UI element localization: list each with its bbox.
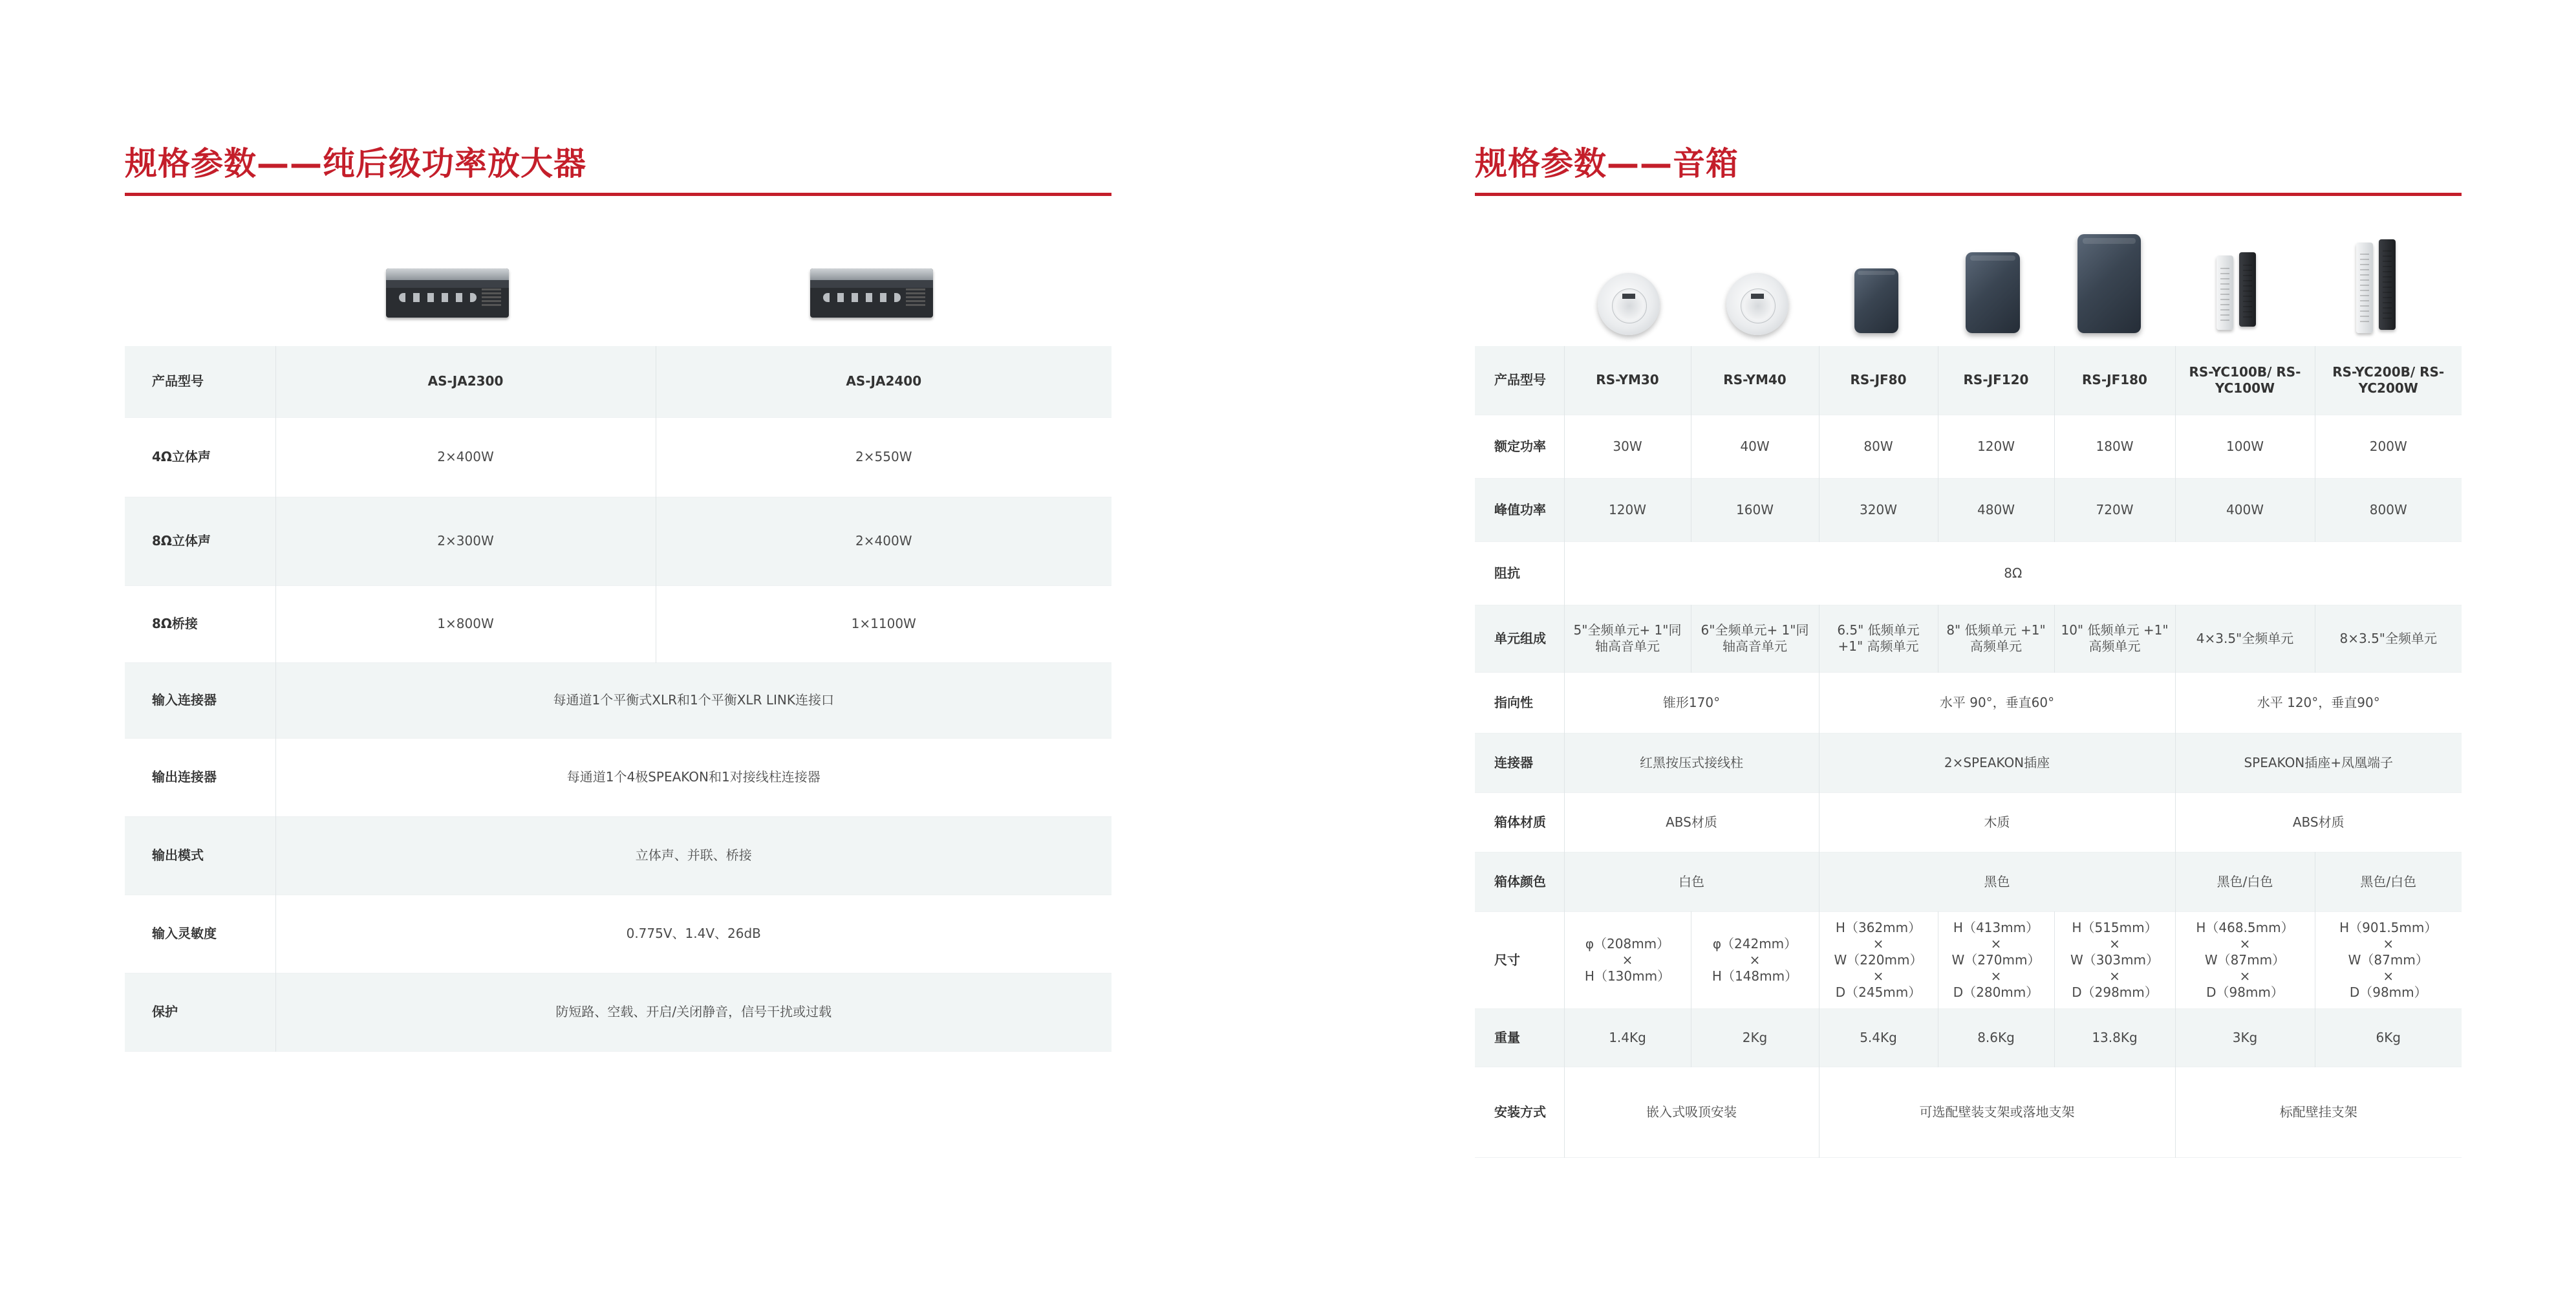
cell-value: 6Kg [2315, 1008, 2462, 1067]
size-cell: φ（242mm） × H（148mm） [1691, 911, 1819, 1008]
cell-value: 白色 [1564, 852, 1819, 911]
cell-value: 6.5" 低频单元 +1" 高频单元 [1819, 605, 1938, 672]
cell-value: 木质 [1819, 792, 2175, 852]
row-label: 产品型号 [125, 346, 275, 417]
amplifier-spec-table [125, 346, 1111, 1052]
table-row [125, 816, 1111, 895]
speaker-spec-table [1475, 346, 2462, 1158]
row-label: 保护 [125, 973, 275, 1051]
cell-value: 160W [1691, 478, 1819, 541]
table-row [125, 585, 1111, 662]
table-row [125, 417, 1111, 497]
cell-value: 30W [1564, 415, 1691, 478]
cell-value: 320W [1819, 478, 1938, 541]
speaker-image-row [1475, 220, 2462, 336]
cell-value: 红黑按压式接线柱 [1564, 733, 1819, 792]
cell-value: ABS材质 [2292, 814, 2345, 830]
table-row [1475, 672, 2462, 733]
column-speaker-yc200b-image [2379, 239, 2396, 330]
model-name: RS-YC100B/ RS-YC100W [2175, 346, 2315, 415]
model-name: RS-JF180 [2054, 346, 2175, 415]
cell-value: 4×3.5"全频单元 [2175, 605, 2315, 672]
ceiling-speaker-ym30-image [1598, 273, 1660, 335]
cell-value: 8Ω [2004, 565, 2023, 581]
row-label: 安装方式 [1475, 1067, 1564, 1157]
title-divider [1475, 193, 2462, 196]
cell-value: 2Kg [1691, 1008, 1819, 1067]
table-row [125, 738, 1111, 816]
cabinet-speaker-jf180-image [2077, 234, 2141, 333]
table-row [1475, 415, 2462, 478]
model-name: RS-YC200B/ RS-YC200W [2315, 346, 2462, 415]
size-cell: H（515mm） × W（303mm） × D（298mm） [2054, 911, 2175, 1008]
cell-value: 200W [2369, 438, 2407, 454]
size-cell: H（468.5mm） × W（87mm） × D（98mm） [2175, 911, 2315, 1008]
row-label: 峰值功率 [1475, 478, 1564, 541]
cell-value: 8×3.5"全频单元 [2315, 605, 2462, 672]
ceiling-speaker-ym40-image [1726, 273, 1788, 335]
size-cell: H（901.5mm） × W（87mm） × D（98mm） [2339, 919, 2438, 1000]
table-row [125, 497, 1111, 585]
cell-value: 每通道1个4极SPEAKON和1对接线柱连接器 [566, 769, 821, 785]
model-name: AS-JA2400 [656, 346, 1111, 417]
cell-value: 8" 低频单元 +1" 高频单元 [1938, 605, 2054, 672]
table-row [1475, 792, 2462, 852]
cell-value: SPEAKON插座+凤凰端子 [2175, 733, 2462, 792]
cell-value: 10" 低频单元 +1" 高频单元 [2054, 605, 2175, 672]
table-row [1475, 852, 2462, 911]
cell-value: 嵌入式吸顶安装 [1564, 1067, 1819, 1157]
model-name: RS-JF120 [1938, 346, 2054, 415]
cell-value: 3Kg [2175, 1008, 2315, 1067]
cell-value: 6"全频单元+ 1"同轴高音单元 [1691, 605, 1819, 672]
column-speaker-yc100w-image [2216, 255, 2233, 330]
cell-value: ABS材质 [1564, 792, 1819, 852]
cell-value: 720W [2054, 478, 2175, 541]
row-label: 重量 [1475, 1008, 1564, 1067]
cell-value: 0.775V、1.4V、26dB [626, 926, 761, 941]
table-row [125, 895, 1111, 973]
table-row [1475, 1008, 2462, 1067]
cell-value: 黑色 [1819, 852, 2175, 911]
speaker-spec-title: 规格参数——音箱 [1475, 145, 1739, 182]
row-label: 输入连接器 [125, 662, 275, 738]
row-label: 产品型号 [1475, 346, 1564, 415]
cell-value: 100W [2175, 415, 2315, 478]
table-row [1475, 911, 2462, 1008]
table-row [125, 973, 1111, 1051]
cell-value: 黑色/白色 [2175, 852, 2315, 911]
cell-value: 2×550W [855, 449, 912, 464]
table-row [1475, 346, 2462, 415]
size-cell: H（413mm） × W（270mm） × D（280mm） [1938, 911, 2054, 1008]
cell-value: 2×400W [656, 497, 1111, 585]
size-cell: φ（208mm） × H（130mm） [1564, 911, 1691, 1008]
model-name: RS-JF80 [1819, 346, 1938, 415]
table-row [125, 346, 1111, 417]
table-row [1475, 1067, 2462, 1157]
cell-value: 水平 90°，垂直60° [1819, 672, 2175, 733]
cell-value: 可选配壁装支架或落地支架 [1819, 1067, 2175, 1157]
model-name: AS-JA2300 [275, 346, 656, 417]
cell-value: 标配壁挂支架 [2279, 1103, 2357, 1120]
cell-value: 480W [1938, 478, 2054, 541]
amplifier-spec-title: 规格参数——纯后级功率放大器 [125, 145, 586, 182]
cell-value: 120W [1564, 478, 1691, 541]
size-cell: H（362mm） × W（220mm） × D（245mm） [1819, 911, 1938, 1008]
amplifier-ja2400-image [810, 268, 933, 318]
row-label: 输出模式 [125, 816, 275, 895]
cell-value: 5.4Kg [1819, 1008, 1938, 1067]
cell-value: 180W [2054, 415, 2175, 478]
cell-value: 1.4Kg [1564, 1008, 1691, 1067]
table-row [1475, 605, 2462, 672]
table-row [1475, 478, 2462, 541]
row-label: 8Ω桥接 [125, 585, 275, 662]
cell-value: 1×800W [275, 585, 656, 662]
amplifier-image-row [125, 262, 1111, 333]
cell-value: 400W [2175, 478, 2315, 541]
column-speaker-yc100b-image [2239, 252, 2256, 327]
table-row [1475, 541, 2462, 605]
title-divider [125, 193, 1111, 196]
model-name: RS-YM40 [1691, 346, 1819, 415]
cell-value: 40W [1691, 415, 1819, 478]
cell-value: 2×300W [275, 497, 656, 585]
cell-value: 2×400W [275, 417, 656, 497]
row-label: 输入灵敏度 [125, 895, 275, 973]
row-label: 连接器 [1475, 733, 1564, 792]
cell-value: 800W [2315, 478, 2462, 541]
cell-value: 锥形170° [1564, 672, 1819, 733]
cell-value: 防短路、空载、开启/关闭静音，信号干扰或过载 [275, 973, 1111, 1051]
amplifier-ja2300-image [386, 268, 509, 318]
row-label: 4Ω立体声 [125, 417, 275, 497]
cell-value: 8.6Kg [1938, 1008, 2054, 1067]
cell-value: 1×1100W [851, 616, 916, 631]
row-label: 输出连接器 [125, 738, 275, 816]
cell-value: 80W [1819, 415, 1938, 478]
row-label: 指向性 [1475, 672, 1564, 733]
table-row [1475, 733, 2462, 792]
cell-value: 13.8Kg [2054, 1008, 2175, 1067]
table-row [125, 662, 1111, 738]
row-label: 单元组成 [1475, 605, 1564, 672]
cell-value: 5"全频单元+ 1"同轴高音单元 [1564, 605, 1691, 672]
cell-value: 立体声、并联、桥接 [275, 816, 1111, 895]
cell-value: 每通道1个平衡式XLR和1个平衡XLR LINK连接口 [275, 662, 1111, 738]
cell-value: 水平 120°，垂直90° [2257, 694, 2380, 710]
row-label: 8Ω立体声 [125, 497, 275, 585]
row-label: 阻抗 [1475, 541, 1564, 605]
cabinet-speaker-jf80-image [1854, 268, 1898, 333]
cabinet-speaker-jf120-image [1966, 252, 2020, 333]
column-speaker-yc200w-image [2356, 243, 2373, 333]
row-label: 箱体颜色 [1475, 852, 1564, 911]
row-label: 箱体材质 [1475, 792, 1564, 852]
cell-value: 黑色/白色 [2315, 852, 2462, 911]
cell-value: 2×SPEAKON插座 [1819, 733, 2175, 792]
model-name: RS-YM30 [1564, 346, 1691, 415]
cell-value: 120W [1938, 415, 2054, 478]
row-label: 额定功率 [1475, 415, 1564, 478]
row-label: 尺寸 [1475, 911, 1564, 1008]
